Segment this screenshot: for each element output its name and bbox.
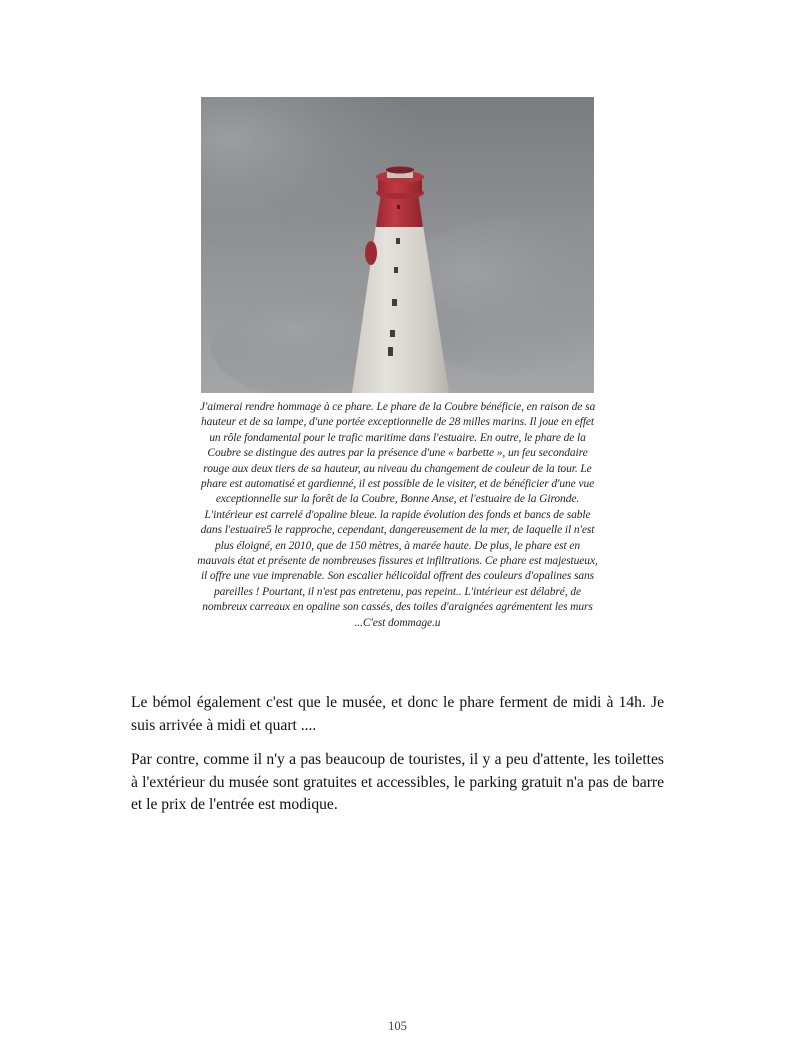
page-number: 105 [388,1019,407,1033]
body-paragraph-2: Par contre, comme il n'y a pas beaucoup de touristes, il y a peu d'attente, les toilettes à l'extérieur du musée sont gratuites et accessibles, le parking gratuit n'a pas de barre et le prix de l'entrée est modique. [131,751,664,813]
lighthouse-illustration [201,97,594,393]
lantern-cap [386,167,414,174]
window [390,330,395,337]
body-paragraph-1: Le bémol également c'est que le musée, et donc le phare ferment de midi à 14h. Je suis arrivée à midi et quart .... [131,694,664,734]
barbette [365,241,377,265]
lighthouse-photo [201,97,594,393]
window [388,347,393,356]
photo-caption: J'aimerai rendre hommage à ce phare. Le phare de la Coubre bénéficie, en raison de sa hauteur et de sa lampe, d'une portée exceptionnelle de 28 milles marins. Il joue en effet un rôle fondamental pour le trafic maritime dans l'estuaire. En outre, le phare de la Coubre se distingue des autres par la présence d'une « barbette », un feu secondaire rouge aux deux tiers de sa hauteur, au niveau du changement de couleur de la tour. Le phare est automatisé et gardienné, il est possible de le visiter, et de bénéficier d'une vue exceptionnelle sur la forêt de la Coubre, Bonne Anse, et l'estuaire de la Gironde. L'intérieur est carrelé d'opaline bleue. la rapide évolution des fonds et bancs de sable dans l'estuaire5 le rapproche, cependant, dangereusement de la mer, de laquelle il n'est plus éloigné, en 2010, que de 150 mètres, à marée haute. De plus, le phare est en mauvais état et présente de nombreuses fissures et infiltrations. Ce phare est majestueux, il offre une vue imprenable. Son escalier hélicoïdal offrent des couleurs d'opalines sans pareilles ! Pourtant, il n'est pas entretenu, pas repeint.. L'intérieur est délabré, de nombreux carreaux en opaline son cassés, des toiles d'araignées agrémentent les murs ...C'est dommage.u [197,401,598,629]
window [396,238,400,244]
window [397,205,400,209]
window [392,299,397,306]
window [394,267,398,273]
